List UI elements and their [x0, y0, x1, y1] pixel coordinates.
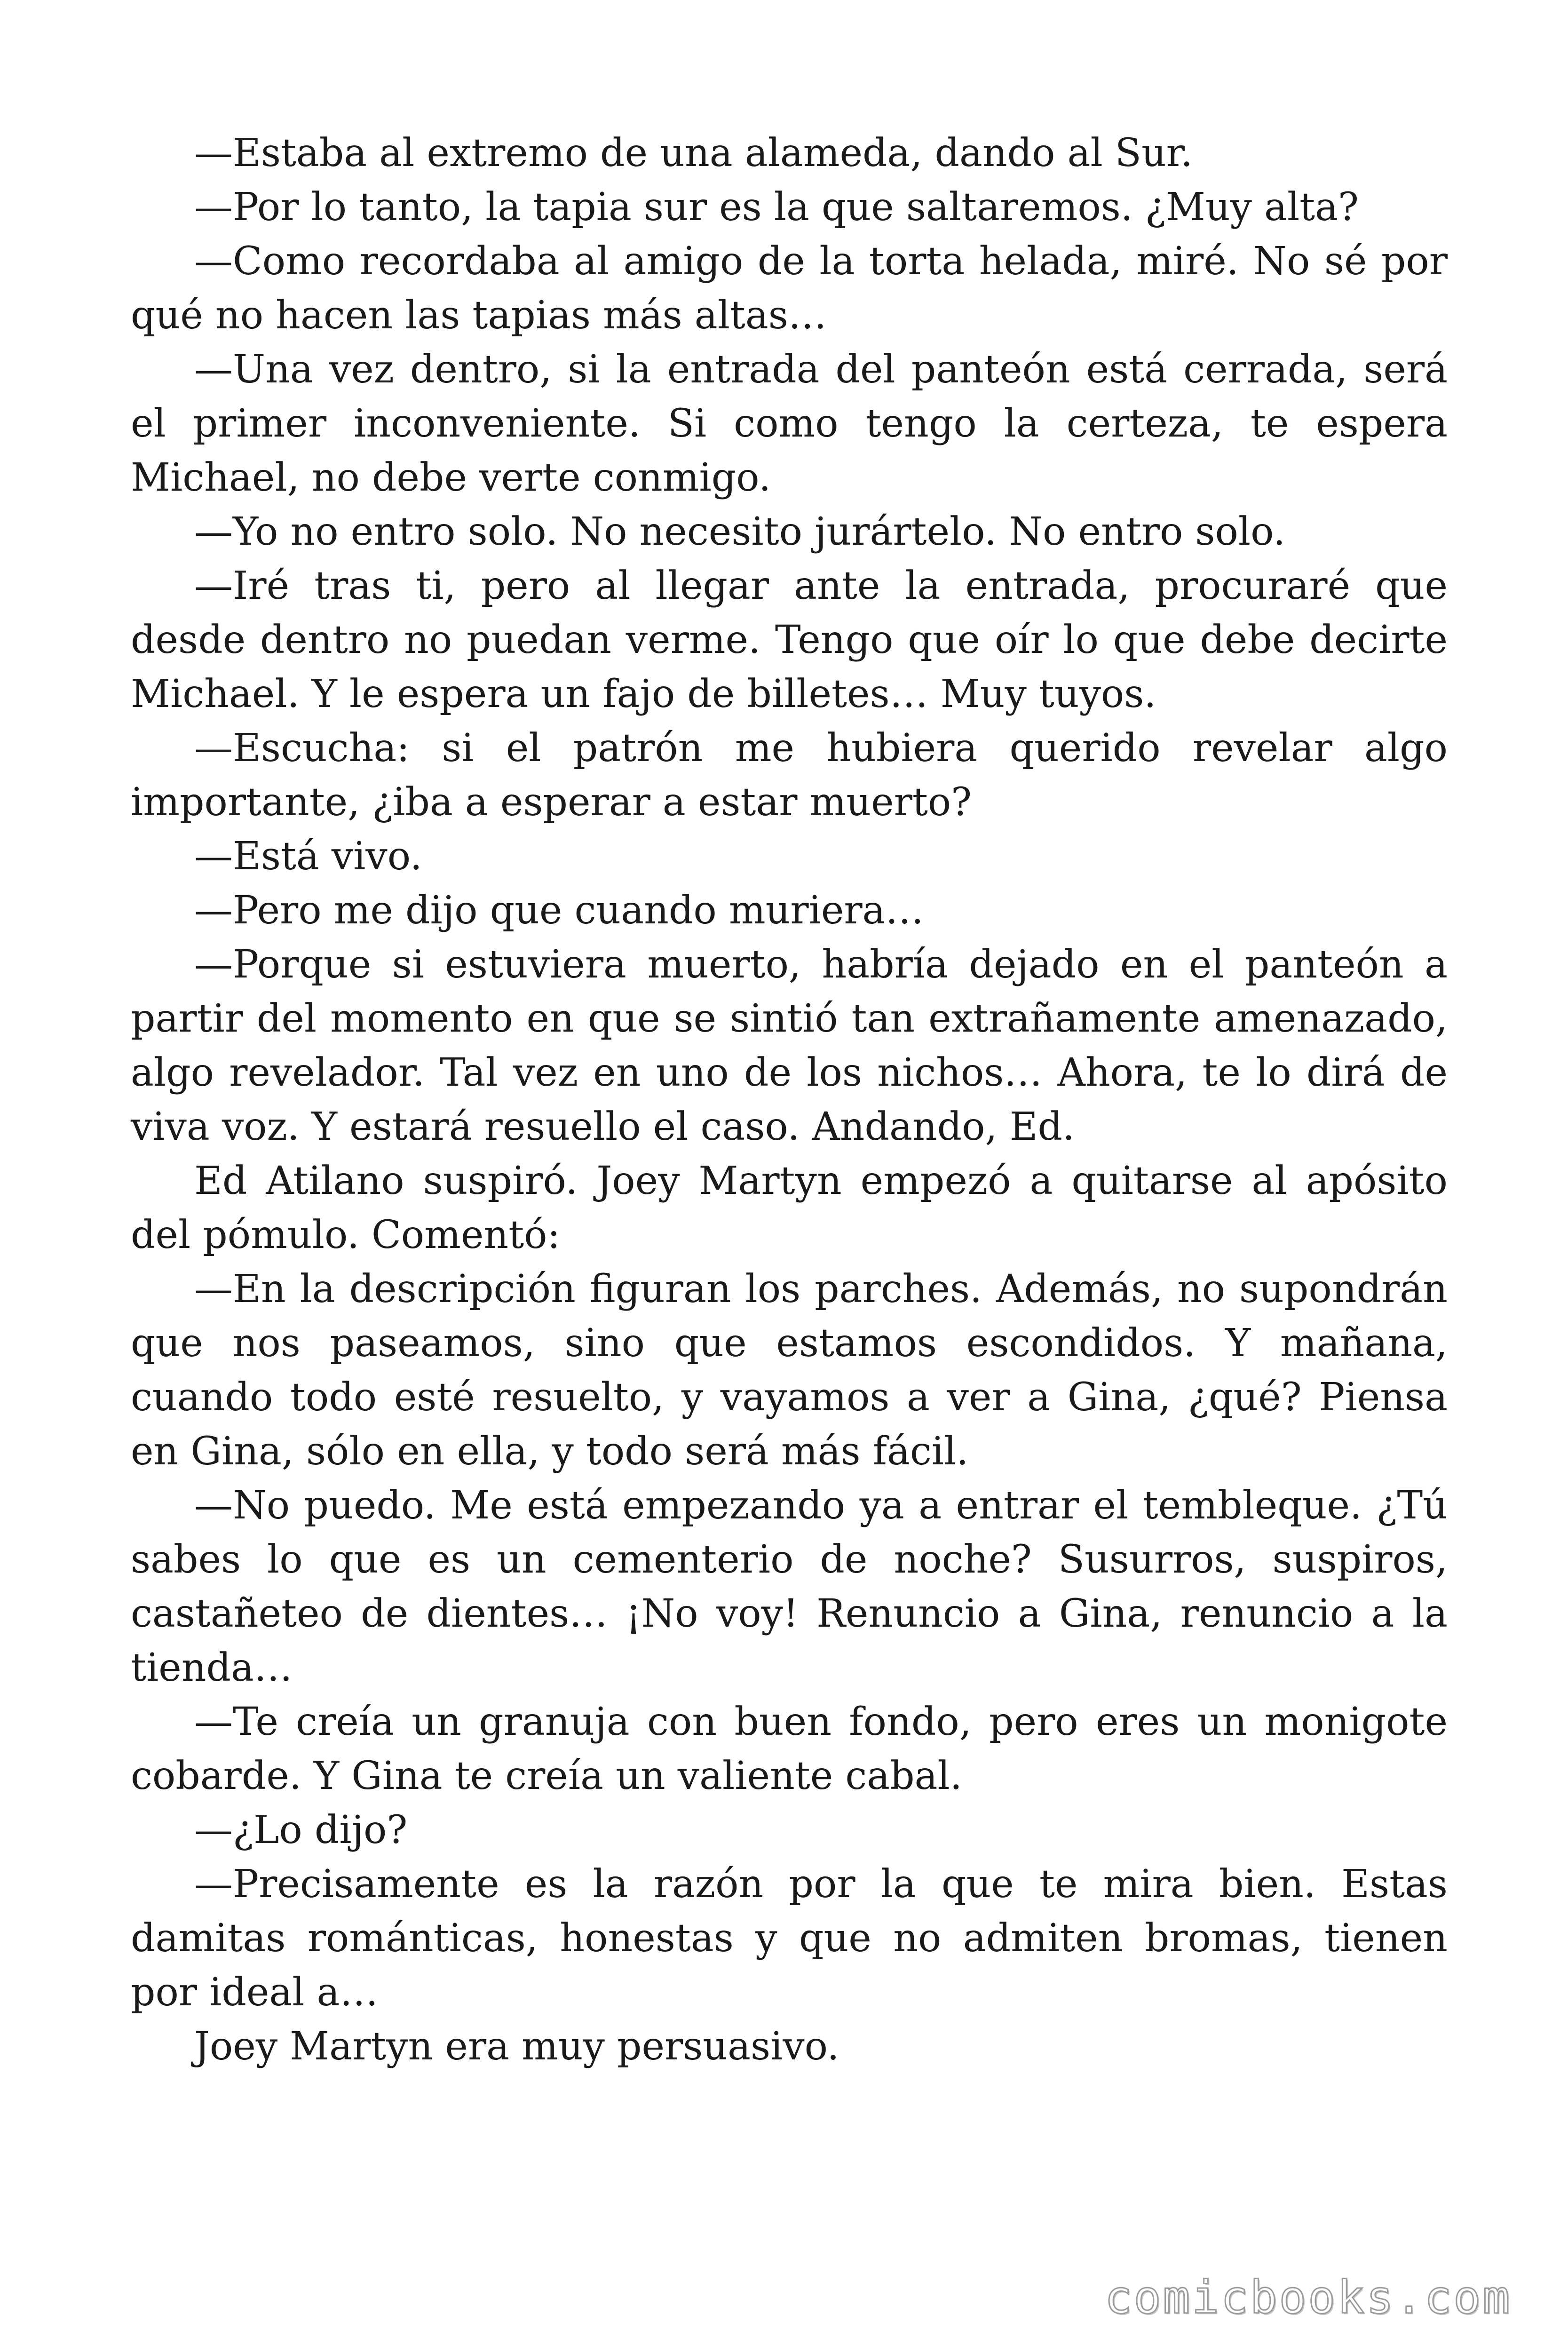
paragraph: Ed Atilano suspiró. Joey Martyn empezó a quitarse al apósito del pómulo. Comentó:: [131, 1159, 1448, 1257]
paragraph: —Una vez dentro, si la entrada del panteón está cerrada, será el primer inconveniente. Si como tengo la certeza, te espera Michael, no debe verte conmigo.: [131, 347, 1448, 500]
paragraph: —Por lo tanto, la tapia sur es la que saltaremos. ¿Muy alta?: [194, 185, 1359, 230]
paragraph: —Escucha: si el patrón me hubiera querido revelar algo importante, ¿iba a esperar a estar muerto?: [131, 726, 1448, 825]
paragraph: —Estaba al extremo de una alameda, dando al Sur.: [194, 131, 1193, 175]
paragraph: —Porque si estuviera muerto, habría dejado en el panteón a partir del momento en que se sintió tan extrañamente amenazado, algo revelador. Tal vez en uno de los nichos… Ahora, te lo dirá de viva voz. Y estará resuello el caso. Andando, Ed.: [131, 942, 1448, 1149]
paragraph: —Precisamente es la razón por la que te mira bien. Estas damitas románticas, honestas y que no admiten bromas, tienen por ideal a…: [131, 1862, 1448, 2015]
paragraph: Joey Martyn era muy persuasivo.: [194, 2024, 839, 2069]
paragraph: —Iré tras ti, pero al llegar ante la entrada, procuraré que desde dentro no puedan verme. Tengo que oír lo que debe decirte Michael. Y le espera un fajo de billetes… Muy tuyos.: [131, 564, 1448, 716]
paragraph: —Yo no entro solo. No necesito jurártelo. No entro solo.: [194, 509, 1286, 554]
paragraph: —¿Lo dijo?: [194, 1808, 408, 1852]
paragraph: —Te creía un granuja con buen fondo, pero eres un monigote cobarde. Y Gina te creía un valiente cabal.: [131, 1700, 1448, 1798]
paragraph: —En la descripción figuran los parches. Además, no supondrán que nos paseamos, sino que estamos escondidos. Y mañana, cuando todo esté resuelto, y vayamos a ver a Gina, ¿qué? Piensa en Gina, sólo en ella, y todo será más fácil.: [131, 1267, 1448, 1474]
paragraph: —Está vivo.: [194, 834, 422, 879]
paragraph: —Como recordaba al amigo de la torta helada, miré. No sé por qué no hacen las tapias más altas…: [131, 239, 1448, 338]
paragraph: —Pero me dijo que cuando muriera…: [194, 888, 924, 933]
body-text: [131, 126, 1448, 2074]
paragraph: —No puedo. Me está empezando ya a entrar el tembleque. ¿Tú sabes lo que es un cementerio de noche? Susurros, suspiros, castañeteo de dientes… ¡No voy! Renuncio a Gina, renuncio a la tienda…: [131, 1483, 1448, 1690]
watermark: comicbooks.com: [1104, 2271, 1512, 2324]
